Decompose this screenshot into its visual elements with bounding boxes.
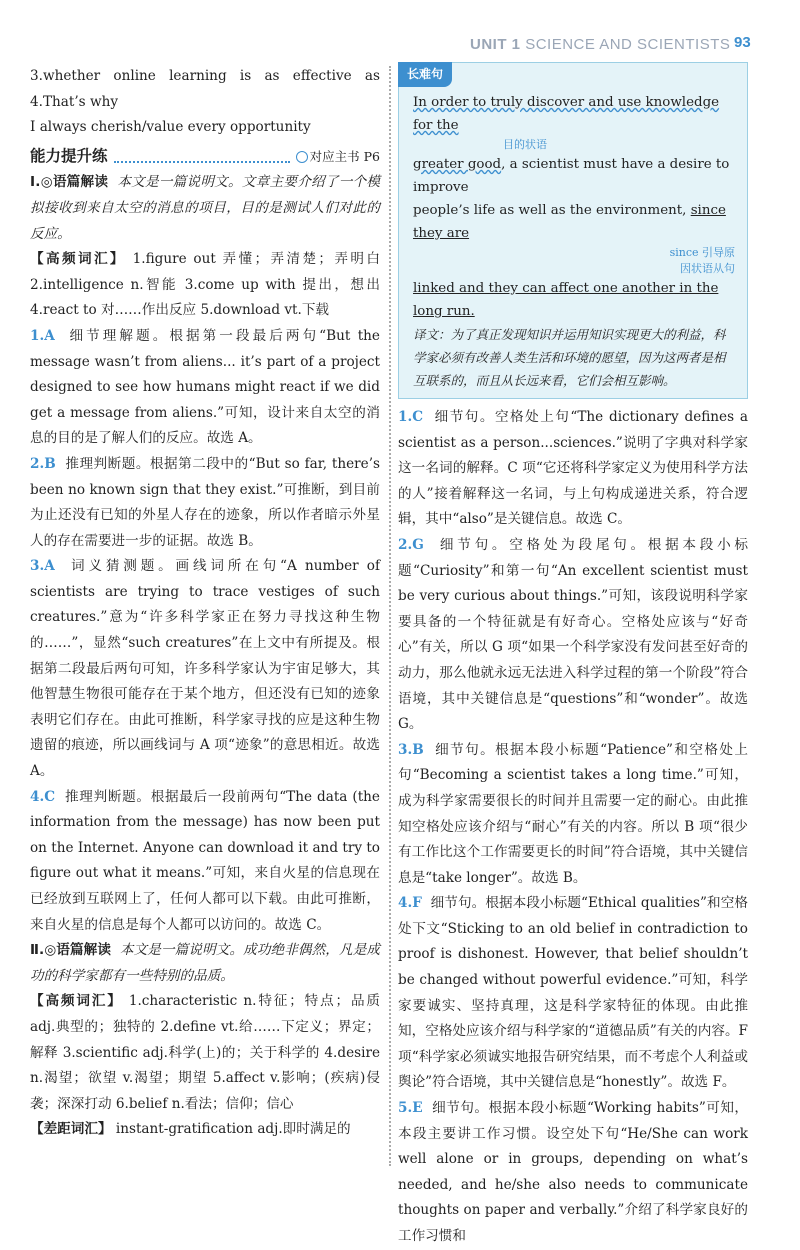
passage-1-intro: Ⅰ.◎语篇解读 本文是一篇说明文。文章主要介绍了一个模拟接收到来自太空的消息的项目，目的是测试人们对此的反应。 xyxy=(30,174,380,242)
box-tag: 长难句 xyxy=(398,62,452,87)
answer-r3: 3.B 细节句。根据本段小标题“Patience”和空格处上句“Becoming a scientist takes a long time.”可知，成为科学家需要很长的时间并且需要一定的耐心。由此推知空格处应该介绍与“耐心”有关的内容。所以 B 项“很少有工作比这个工作需要更长的时间”符合语境，其中关键信息是“take longer”。故选 B。 xyxy=(398,741,748,886)
box-translation: 译文：为了真正发现知识并运用知识实现更大的利益，科学家必须有改善人类生活和环境的愿望，因为这两者是相互联系的，而且从长远来看，它们会相互影响。 xyxy=(413,327,726,388)
section-ref: 对应主书 P6 xyxy=(309,148,380,164)
left-column xyxy=(30,64,380,1143)
column-divider xyxy=(389,66,391,1166)
unit-title: UNIT 1 SCIENCE AND SCIENTISTS xyxy=(470,36,731,53)
box-line-4: linked and they can affect one another in the long run. xyxy=(413,281,719,319)
long-sentence-box xyxy=(398,62,748,399)
right-column xyxy=(398,64,748,1250)
box-line-3: people’s life as well as the environment, since they are xyxy=(413,203,726,241)
passage-2-intro: Ⅱ.◎语篇解读 本文是一篇说明文。成功绝非偶然，凡是成功的科学家都有一些特别的品质。 xyxy=(30,942,380,984)
section-title: 能力提升练 xyxy=(30,146,108,165)
top-line-1: 3.whether online learning is as effective as 4.That’s why xyxy=(30,68,380,110)
passage-label: ◎语篇解读 xyxy=(40,174,109,191)
section-heading xyxy=(30,144,380,170)
box-line-2: greater good, a scientist must have a desire to improve xyxy=(413,157,730,195)
top-line-2: I always cherish/value every opportunity xyxy=(30,119,311,136)
box-label-3: 因状语从句 xyxy=(680,262,735,275)
box-label-2: since 引导原 xyxy=(669,246,735,259)
answer-r4: 4.F 细节句。根据本段小标题“Ethical qualities”和空格处下文“Sticking to an old belief in contradiction to proof is dishonest. However, that belief shouldn’t be changed without powerful evidence.”可知，科学家要诚实、坚持真理，这是科学家特征的体现。由此推知，空格处应该介绍与科学家的“道德品质”有关的内容。F 项“科学家必须诚实地报告研究结果，而不考虑个人利益或舆论”符合语境，其中关键信息是“honestly”。故选 F。 xyxy=(398,895,748,1091)
answer-r5: 5.E 细节句。根据本段小标题“Working habits”可知，本段主要讲工作习惯。设空处下句“He/She can work well alone or in groups, depending on what’s needed, and he/she also needs to communicate thoughts on paper and verbally.”介绍了科学家良好的工作习惯和 xyxy=(398,1100,748,1244)
answer-4: 4.C 推理判断题。根据最后一段前两句“The data (the information from the message) has now been put on the Internet. Anyone can download it and try to figure out what it means.”可知，来自火星的信息现在已经放到互联网上了，任何人都可以下载。由此可推断，来自火星的信息是每个人都可以访问的。故选 C。 xyxy=(30,788,380,933)
page-header xyxy=(470,36,800,58)
box-label-1: 目的状语 xyxy=(503,138,547,151)
answer-3: 3.A 词义猜测题。画线词所在句“A number of scientists are trying to trace vestiges of such creatures.”意为“许多科学家正在努力寻找这种生物的……”，显然“such creatures”在上文中有所提及。根据第二段最后两句可知，许多科学家认为宇宙足够大，其他智慧生物很可能存在于某个地方，但还没有已知的迹象表明它们存在。由此可推断，科学家寻找的应是这种生物遗留的痕迹，所以画线词与 A 项“迹象”的意思相近。故选 A。 xyxy=(30,558,380,780)
answer-r2: 2.G 细节句。空格处为段尾句。根据本段小标题“Curiosity”和第一句“An excellent scientist must be very curious about things.”可知，该段说明科学家要具备的一个特征就是有好奇心。空格处应该与“好奇心”有关，所以 G 项“如果一个科学家没有发问甚至好奇的动力，那么他就永远无法进入科学过程的第一个阶段”符合语境，其中关键信息是“questions”和“wonder”。故选 G。 xyxy=(398,536,748,733)
vocab-3: 【差距词汇】 instant-gratification adj.即时满足的 xyxy=(30,1121,351,1138)
page-number: 93 xyxy=(734,34,751,51)
vocab-2: 【高频词汇】 1.characteristic n.特征；特点；品质 adj.典型的；独特的 2.define vt.给……下定义；界定；解释 3.scientific adj.科学(上)的；关于科学的 4.desire n.渴望；欲望 v.渴望；期望 5.affect v.影响；(疾病)侵袭；深深打动 6.belief n.看法；信仰；信心 xyxy=(30,993,381,1112)
search-icon xyxy=(296,151,308,163)
dotted-leader xyxy=(114,151,290,163)
box-line-1: In order to truly discover and use knowledge for the xyxy=(413,95,720,133)
vocab-1: 【高频词汇】 1.figure out 弄懂；弄清楚；弄明白 2.intelligence n.智能 3.come up with 提出，想出 4.react to 对……作出反应 5.download vt.下载 xyxy=(30,251,380,319)
answer-2: 2.B 推理判断题。根据第二段中的“But so far, there’s been no known sign that they exist.”可推断，到目前为止还没有已知的外星人存在的迹象，所以作者暗示外星人的存在需要进一步的证据。故选 B。 xyxy=(30,455,380,549)
answer-r1: 1.C 细节句。空格处上句“The dictionary defines a scientist as a person...sciences.”说明了字典对科学家这一名词的解释。C 项“它还将科学家定义为使用科学方法的人”接着解释这一名词，与上句构成递进关系，符合逻辑，其中“also”是关键信息。故选 C。 xyxy=(398,409,748,528)
answer-1: 1.A 细节理解题。根据第一段最后两句“But the message wasn’t from aliens... it’s part of a project designed to see how humans might react if we did get a message from aliens.”可知，设计来自太空的消息的目的是了解人们的反应。故选 A。 xyxy=(30,327,380,447)
